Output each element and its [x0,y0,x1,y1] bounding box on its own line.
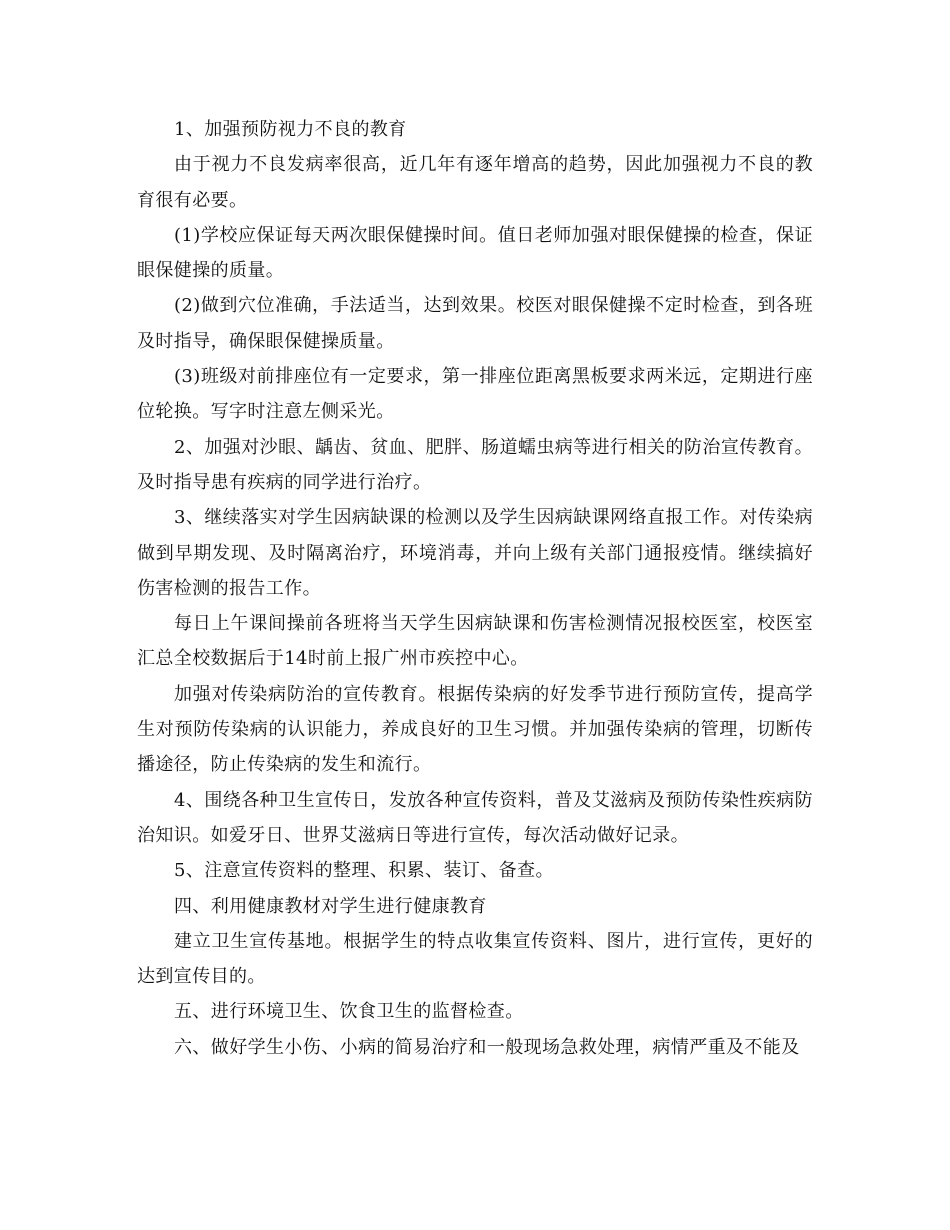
paragraph-2: 由于视力不良发病率很高，近几年有逐年增高的趋势，因此加强视力不良的教育很有必要。 [137,154,813,211]
document-body [137,112,813,1065]
paragraph-4: (2)做到穴位准确，手法适当，达到效果。校医对眼保健操不定时检查，到各班及时指导，确保眼保健操质量。 [137,295,813,352]
paragraph-3: (1)学校应保证每天两次眼保健操时间。值日老师加强对眼保健操的检查，保证眼保健操的质量。 [137,224,813,282]
paragraph-5: (3)班级对前排座位有一定要求，第一排座位距离黑板要求两米远，定期进行座位轮换。写字时注意左侧采光。 [137,366,813,423]
paragraph-1: 1、加强预防视力不良的教育 [174,119,407,140]
paragraph-11: 5、注意宣传资料的整理、积累、装订、备查。 [174,860,554,882]
paragraph-9: 加强对传染病防治的宣传教育。根据传染病的好发季节进行预防宣传，提高学生对预防传染病的认识能力，养成良好的卫生习惯。并加强传染病的管理，切断传播途径，防止传染病的发生和流行。 [137,683,813,776]
paragraph-12: 建立卫生宣传基地。根据学生的特点收集宣传资料、图片，进行宣传，更好的达到宣传目的。 [137,930,813,988]
section-heading-6: 六、做好学生小伤、小病的简易治疗和一般现场急救处理，病情严重及不能及 [174,1036,800,1058]
paragraph-6: 2、加强对沙眼、龋齿、贫血、肥胖、肠道蠕虫病等进行相关的防治宣传教育。及时指导患有疾病的同学进行治疗。 [137,436,813,493]
paragraph-7: 3、继续落实对学生因病缺课的检测以及学生因病缺课网络直报工作。对传染病做到早期发现、及时隔离治疗，环境消毒，并向上级有关部门通报疫情。继续搞好伤害检测的报告工作。 [137,507,813,599]
section-heading-5: 五、进行环境卫生、饮食卫生的监督检查。 [174,1001,524,1023]
paragraph-10: 4、围绕各种卫生宣传日，发放各种宣传资料，普及艾滋病及预防传染性疾病防治知识。如爱牙日、世界艾滋病日等进行宣传，每次活动做好记录。 [137,789,813,846]
section-heading-4: 四、利用健康教材对学生进行健康教育 [174,895,487,917]
paragraph-8: 每日上午课间操前各班将当天学生因病缺课和伤害检测情况报校医室，校医室汇总全校数据后于14时前上报广州市疾控中心。 [137,613,813,670]
